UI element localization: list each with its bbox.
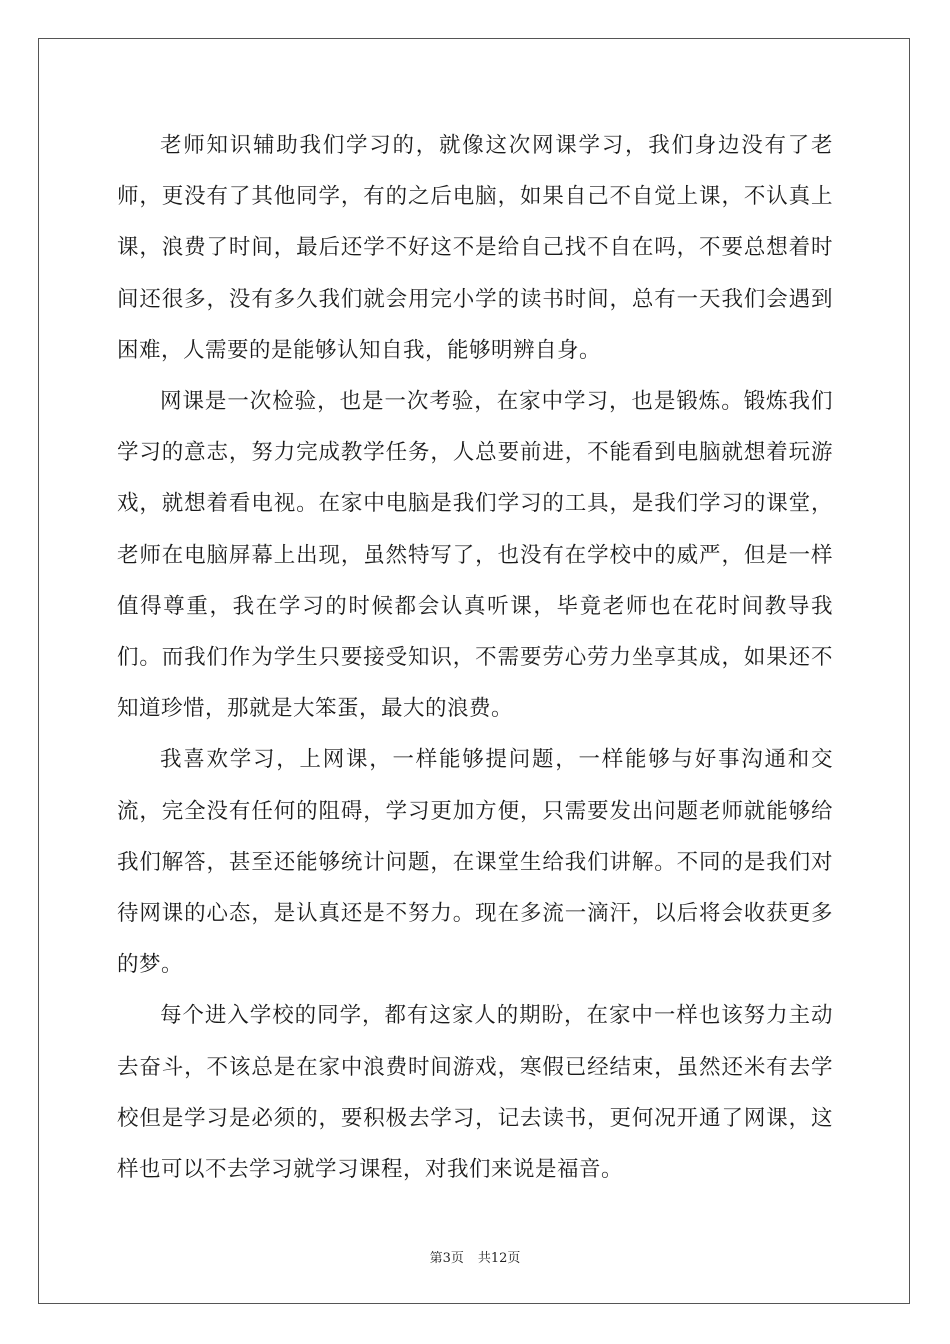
paragraph-2: 网课是一次检验，也是一次考验，在家中学习，也是锻炼。锻炼我们学习的意志，努力完成教学任务，人总要前进，不能看到电脑就想着玩游戏，就想着看电视。在家中电脑是我们学习的工具，是我们学习的课堂，老师在电脑屏幕上出现，虽然特写了，也没有在学校中的威严，但是一样值得尊重，我在学习的时候都会认真听课，毕竟老师也在花时间教导我们。而我们作为学生只要接受知识，不需要劳心劳力坐享其成，如果还不知道珍惜，那就是大笨蛋，最大的浪费。 [117,389,833,722]
page-number: 第3页 [429,1251,464,1266]
paragraph-4: 每个进入学校的同学，都有这家人的期盼，在家中一样也该努力主动去奋斗，不该总是在家中浪费时间游戏，寒假已经结束，虽然还米有去学校但是学习是必须的，要积极去学习，记去读书，更何况开通了网课，这样也可以不去学习就学习课程，对我们来说是福音。 [117,1003,833,1183]
paragraph-1: 老师知识辅助我们学习的，就像这次网课学习，我们身边没有了老师，更没有了其他同学，有的之后电脑，如果自己不自觉上课，不认真上课，浪费了时间，最后还学不好这不是给自己找不自在吗，不要总想着时间还很多，没有多久我们就会用完小学的读书时间，总有一天我们会遇到困难，人需要的是能够认知自我，能够明辨自身。 [117,133,833,363]
page-total: 共12页 [477,1251,521,1266]
document-body [117,120,833,1195]
paragraph-3: 我喜欢学习，上网课，一样能够提问题，一样能够与好事沟通和交流，完全没有任何的阻碍，学习更加方便，只需要发出问题老师就能够给我们解答，甚至还能够统计问题，在课堂生给我们讲解。不同的是我们对待网课的心态，是认真还是不努力。现在多流一滴汗，以后将会收获更多的梦。 [117,747,833,978]
page-footer [0,1247,950,1266]
